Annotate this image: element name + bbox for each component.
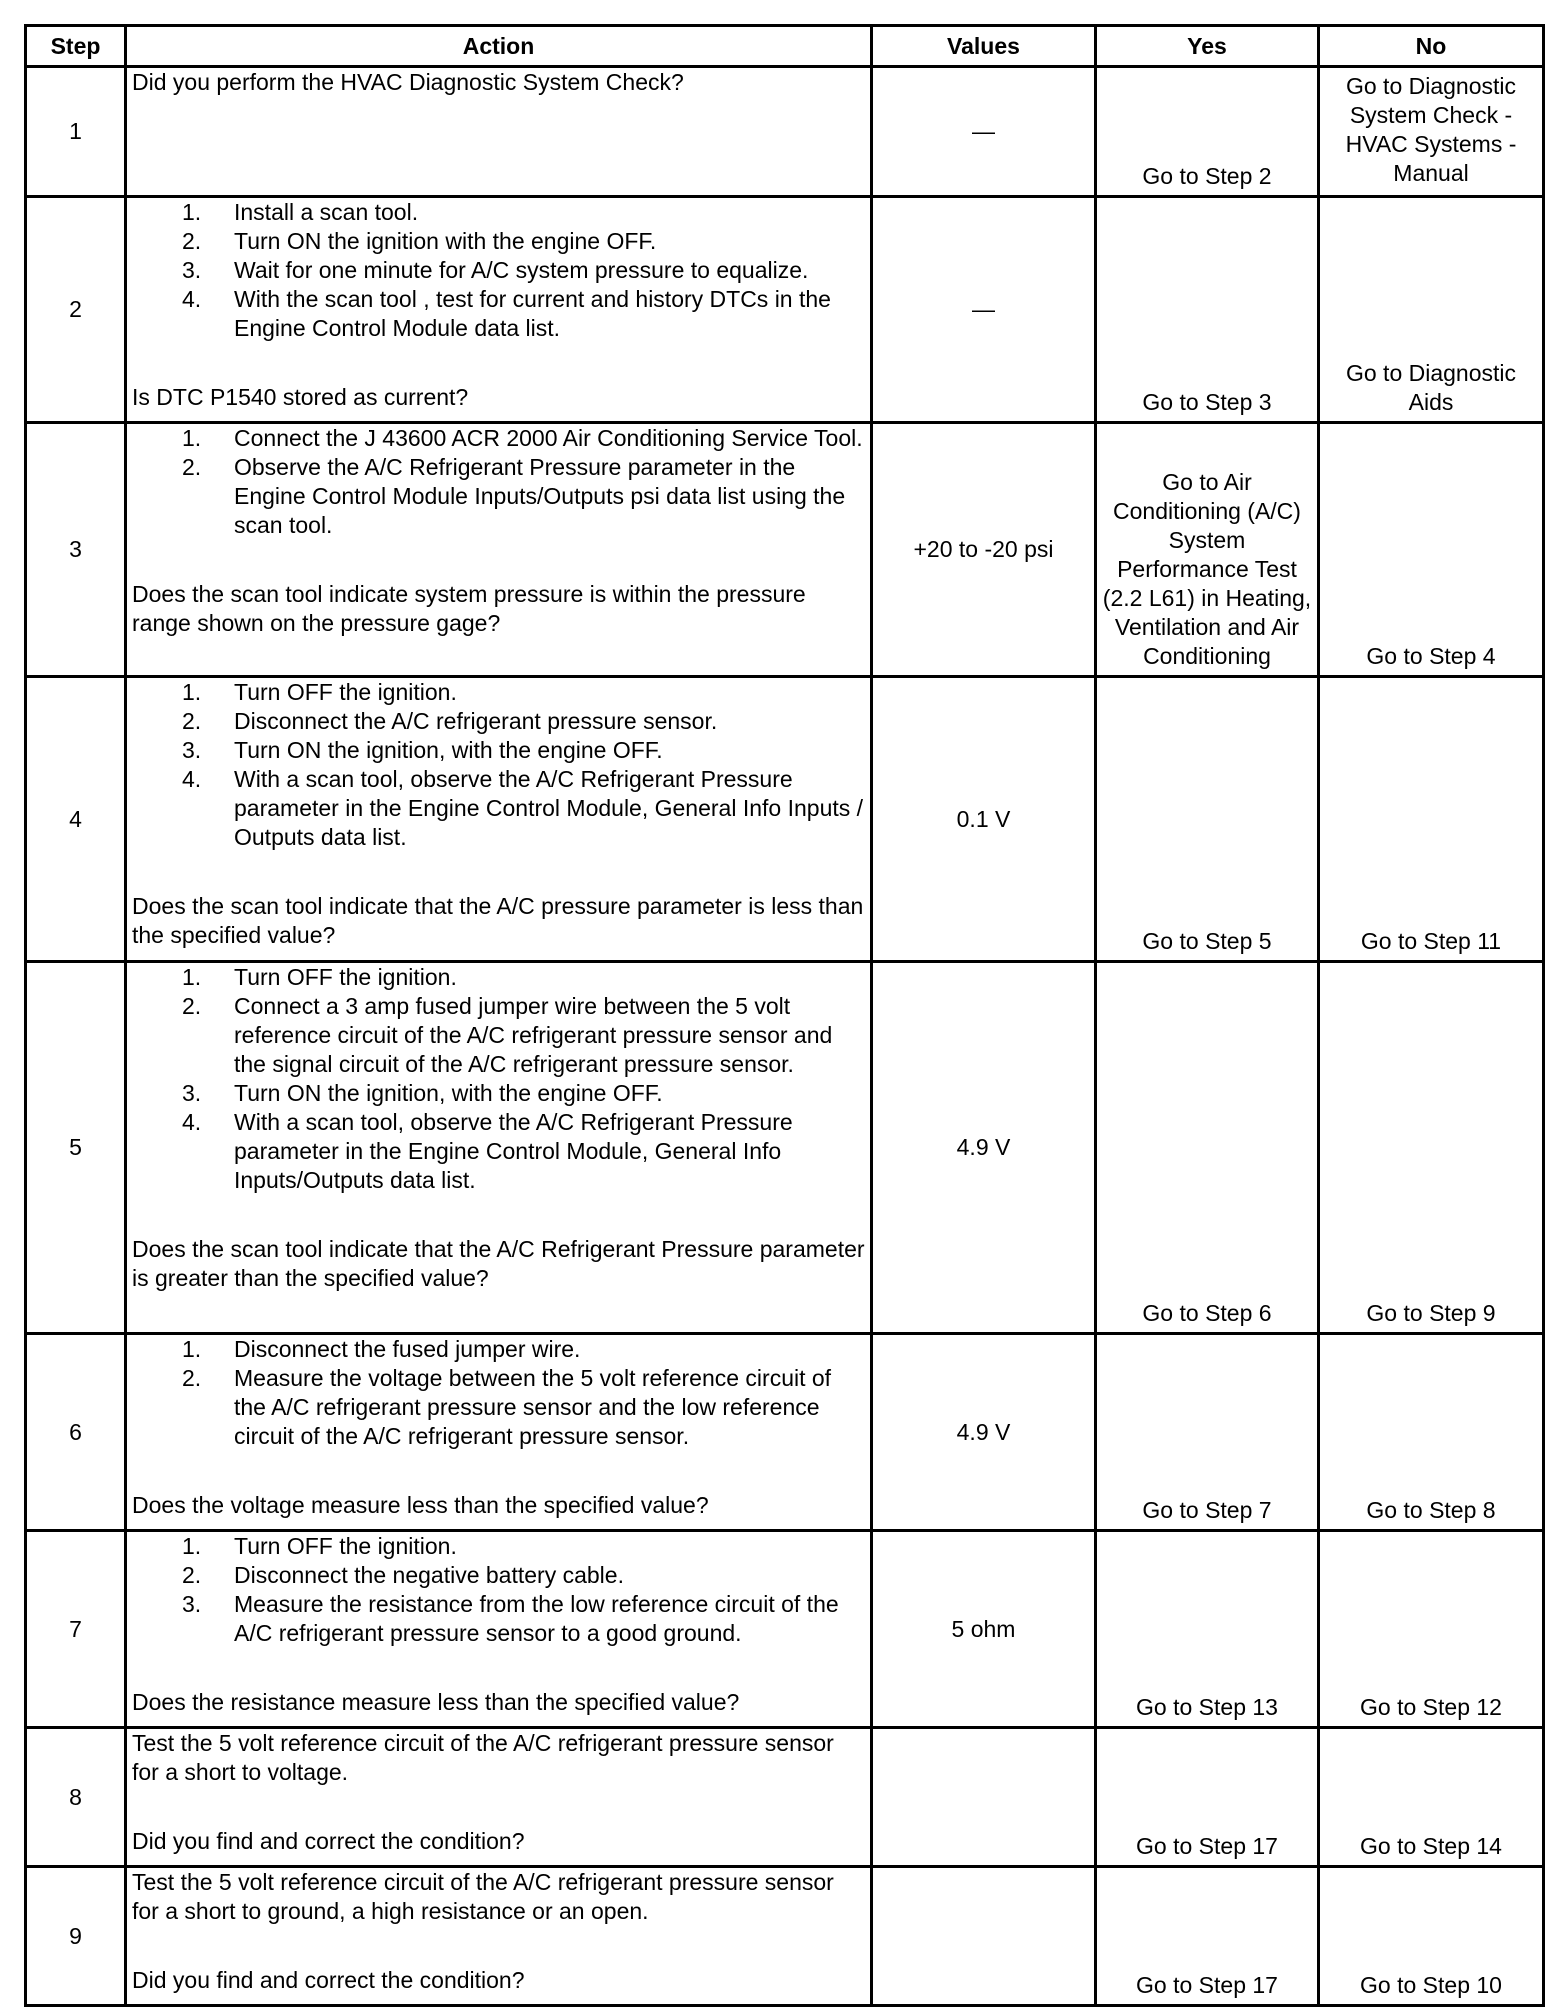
yes-cell: Go to Air Conditioning (A/C) System Performance Test (2.2 L61) in Heating, Ventilation and Air Conditioning xyxy=(1096,423,1319,677)
action-cell xyxy=(126,1867,872,2006)
value-cell: 5 ohm xyxy=(872,1531,1096,1728)
procedure-number: 1. xyxy=(182,199,202,225)
procedure-number: 3. xyxy=(182,1080,202,1106)
procedure-text: Turn ON the ignition, with the engine OFF. xyxy=(234,1080,663,1106)
procedure-item xyxy=(132,992,866,1079)
procedure-number: 4. xyxy=(182,1109,202,1135)
no-cell: Go to Step 11 xyxy=(1319,677,1544,962)
question-text: Does the resistance measure less than the specified value? xyxy=(132,1689,740,1715)
question-text: Does the scan tool indicate that the A/C pressure parameter is less than the specified value? xyxy=(132,893,864,948)
procedure-item xyxy=(132,736,866,765)
action-cell xyxy=(126,1531,872,1728)
procedure-number: 3. xyxy=(182,737,202,763)
no-cell: Go to Step 12 xyxy=(1319,1531,1544,1728)
no-cell: Go to Step 10 xyxy=(1319,1867,1544,2006)
table-row xyxy=(26,677,1544,962)
procedure-number: 2. xyxy=(182,228,202,254)
procedure-number: 4. xyxy=(182,766,202,792)
step-number: 4 xyxy=(26,677,126,962)
question-text: Did you find and correct the condition? xyxy=(132,1828,525,1854)
step-number: 2 xyxy=(26,197,126,423)
yes-cell: Go to Step 3 xyxy=(1096,197,1319,423)
action-cell xyxy=(126,1334,872,1531)
procedure-text: With the scan tool , test for current and history DTCs in the Engine Control Module data list. xyxy=(234,286,831,341)
procedure-text: Disconnect the fused jumper wire. xyxy=(234,1336,581,1362)
diagnostic-table xyxy=(24,24,1545,2007)
value-cell: 4.9 V xyxy=(872,962,1096,1334)
procedure-text: Measure the resistance from the low reference circuit of the A/C refrigerant pressure sensor to a good ground. xyxy=(234,1591,839,1646)
procedure-number: 2. xyxy=(182,708,202,734)
action-cell xyxy=(126,67,872,197)
procedure-list xyxy=(132,963,866,1195)
procedure-item xyxy=(132,285,866,343)
procedure-number: 2. xyxy=(182,1365,202,1391)
table-row xyxy=(26,423,1544,677)
action-cell xyxy=(126,677,872,962)
table-row xyxy=(26,67,1544,197)
action-cell xyxy=(126,962,872,1334)
table-row xyxy=(26,962,1544,1334)
procedure-text: Turn ON the ignition, with the engine OFF. xyxy=(234,737,663,763)
value-cell: 4.9 V xyxy=(872,1334,1096,1531)
question-text: Did you perform the HVAC Diagnostic System Check? xyxy=(132,69,684,95)
step-number: 1 xyxy=(26,67,126,197)
procedure-number: 1. xyxy=(182,1336,202,1362)
no-cell: Go to Step 14 xyxy=(1319,1728,1544,1867)
procedure-number: 1. xyxy=(182,1533,202,1559)
step-number: 6 xyxy=(26,1334,126,1531)
procedure-item xyxy=(132,765,866,852)
no-cell: Go to Diagnostic System Check - HVAC Systems - Manual xyxy=(1319,67,1544,197)
procedure-number: 3. xyxy=(182,257,202,283)
procedure-number: 1. xyxy=(182,964,202,990)
action-cell xyxy=(126,423,872,677)
procedure-item xyxy=(132,424,866,453)
yes-cell: Go to Step 2 xyxy=(1096,67,1319,197)
procedure-item xyxy=(132,227,866,256)
procedure-number: 3. xyxy=(182,1591,202,1617)
table-row xyxy=(26,1531,1544,1728)
procedure-number: 1. xyxy=(182,425,202,451)
procedure-item xyxy=(132,1532,866,1561)
step-number: 7 xyxy=(26,1531,126,1728)
procedure-text: With a scan tool, observe the A/C Refrigerant Pressure parameter in the Engine Control Module, General Info Inputs / Outputs data list. xyxy=(234,766,864,850)
procedure-text: Turn ON the ignition with the engine OFF. xyxy=(234,228,657,254)
question-text: Did you find and correct the condition? xyxy=(132,1967,525,1993)
procedure-list xyxy=(132,1532,866,1648)
step-number: 5 xyxy=(26,962,126,1334)
header-row xyxy=(26,26,1544,67)
value-cell: +20 to -20 psi xyxy=(872,423,1096,677)
procedure-number: 2. xyxy=(182,993,202,1019)
header-no: No xyxy=(1319,26,1544,67)
yes-cell: Go to Step 7 xyxy=(1096,1334,1319,1531)
procedure-number: 1. xyxy=(182,679,202,705)
question-text: Does the scan tool indicate system pressure is within the pressure range shown on the pressure gage? xyxy=(132,581,806,636)
question-text: Does the voltage measure less than the specified value? xyxy=(132,1492,709,1518)
procedure-text: Turn OFF the ignition. xyxy=(234,964,457,990)
yes-cell: Go to Step 17 xyxy=(1096,1867,1319,2006)
procedure-number: 2. xyxy=(182,1562,202,1588)
procedure-item xyxy=(132,1590,866,1648)
header-values: Values xyxy=(872,26,1096,67)
procedure-text: Connect a 3 amp fused jumper wire between the 5 volt reference circuit of the A/C refrigerant pressure sensor and the signal circuit of the A/C refrigerant pressure sensor. xyxy=(234,993,833,1077)
yes-cell: Go to Step 17 xyxy=(1096,1728,1319,1867)
table-row xyxy=(26,1728,1544,1867)
procedure-text: Turn OFF the ignition. xyxy=(234,1533,457,1559)
procedure-item xyxy=(132,198,866,227)
table-row xyxy=(26,1867,1544,2006)
value-cell xyxy=(872,1728,1096,1867)
instruction-text: Test the 5 volt reference circuit of the A/C refrigerant pressure sensor for a short to voltage. xyxy=(132,1730,834,1785)
no-cell: Go to Diagnostic Aids xyxy=(1319,197,1544,423)
procedure-text: Wait for one minute for A/C system pressure to equalize. xyxy=(234,257,809,283)
procedure-item xyxy=(132,1335,866,1364)
step-number: 9 xyxy=(26,1867,126,2006)
value-cell: — xyxy=(872,197,1096,423)
yes-cell: Go to Step 6 xyxy=(1096,962,1319,1334)
action-cell xyxy=(126,1728,872,1867)
procedure-number: 2. xyxy=(182,454,202,480)
procedure-item xyxy=(132,1108,866,1195)
yes-cell: Go to Step 13 xyxy=(1096,1531,1319,1728)
procedure-text: Disconnect the negative battery cable. xyxy=(234,1562,624,1588)
yes-cell: Go to Step 5 xyxy=(1096,677,1319,962)
procedure-text: Install a scan tool. xyxy=(234,199,419,225)
procedure-list xyxy=(132,424,866,540)
no-cell: Go to Step 9 xyxy=(1319,962,1544,1334)
procedure-item xyxy=(132,1561,866,1590)
header-yes: Yes xyxy=(1096,26,1319,67)
procedure-item xyxy=(132,256,866,285)
procedure-list xyxy=(132,678,866,852)
procedure-text: Disconnect the A/C refrigerant pressure sensor. xyxy=(234,708,718,734)
procedure-item xyxy=(132,707,866,736)
procedure-list xyxy=(132,198,866,343)
header-action: Action xyxy=(126,26,872,67)
procedure-text: With a scan tool, observe the A/C Refrigerant Pressure parameter in the Engine Control Module, General Info Inputs/Outputs data list. xyxy=(234,1109,793,1193)
procedure-item xyxy=(132,1364,866,1451)
no-cell: Go to Step 4 xyxy=(1319,423,1544,677)
step-number: 8 xyxy=(26,1728,126,1867)
procedure-item xyxy=(132,453,866,540)
procedure-number: 4. xyxy=(182,286,202,312)
procedure-item xyxy=(132,678,866,707)
action-cell xyxy=(126,197,872,423)
procedure-item xyxy=(132,963,866,992)
procedure-text: Turn OFF the ignition. xyxy=(234,679,457,705)
table-row xyxy=(26,1334,1544,1531)
no-cell: Go to Step 8 xyxy=(1319,1334,1544,1531)
procedure-text: Connect the J 43600 ACR 2000 Air Conditioning Service Tool. xyxy=(234,425,863,451)
header-step: Step xyxy=(26,26,126,67)
procedure-list xyxy=(132,1335,866,1451)
question-text: Is DTC P1540 stored as current? xyxy=(132,384,469,410)
procedure-text: Measure the voltage between the 5 volt reference circuit of the A/C refrigerant pressure sensor and the low reference circuit of the A/C refrigerant pressure sensor. xyxy=(234,1365,832,1449)
procedure-text: Observe the A/C Refrigerant Pressure parameter in the Engine Control Module Inputs/Outputs psi data list using the scan tool. xyxy=(234,454,846,538)
value-cell: — xyxy=(872,67,1096,197)
value-cell xyxy=(872,1867,1096,2006)
table-row xyxy=(26,197,1544,423)
question-text: Does the scan tool indicate that the A/C Refrigerant Pressure parameter is greater than the specified value? xyxy=(132,1236,865,1291)
procedure-item xyxy=(132,1079,866,1108)
step-number: 3 xyxy=(26,423,126,677)
value-cell: 0.1 V xyxy=(872,677,1096,962)
instruction-text: Test the 5 volt reference circuit of the A/C refrigerant pressure sensor for a short to ground, a high resistance or an open. xyxy=(132,1869,834,1924)
